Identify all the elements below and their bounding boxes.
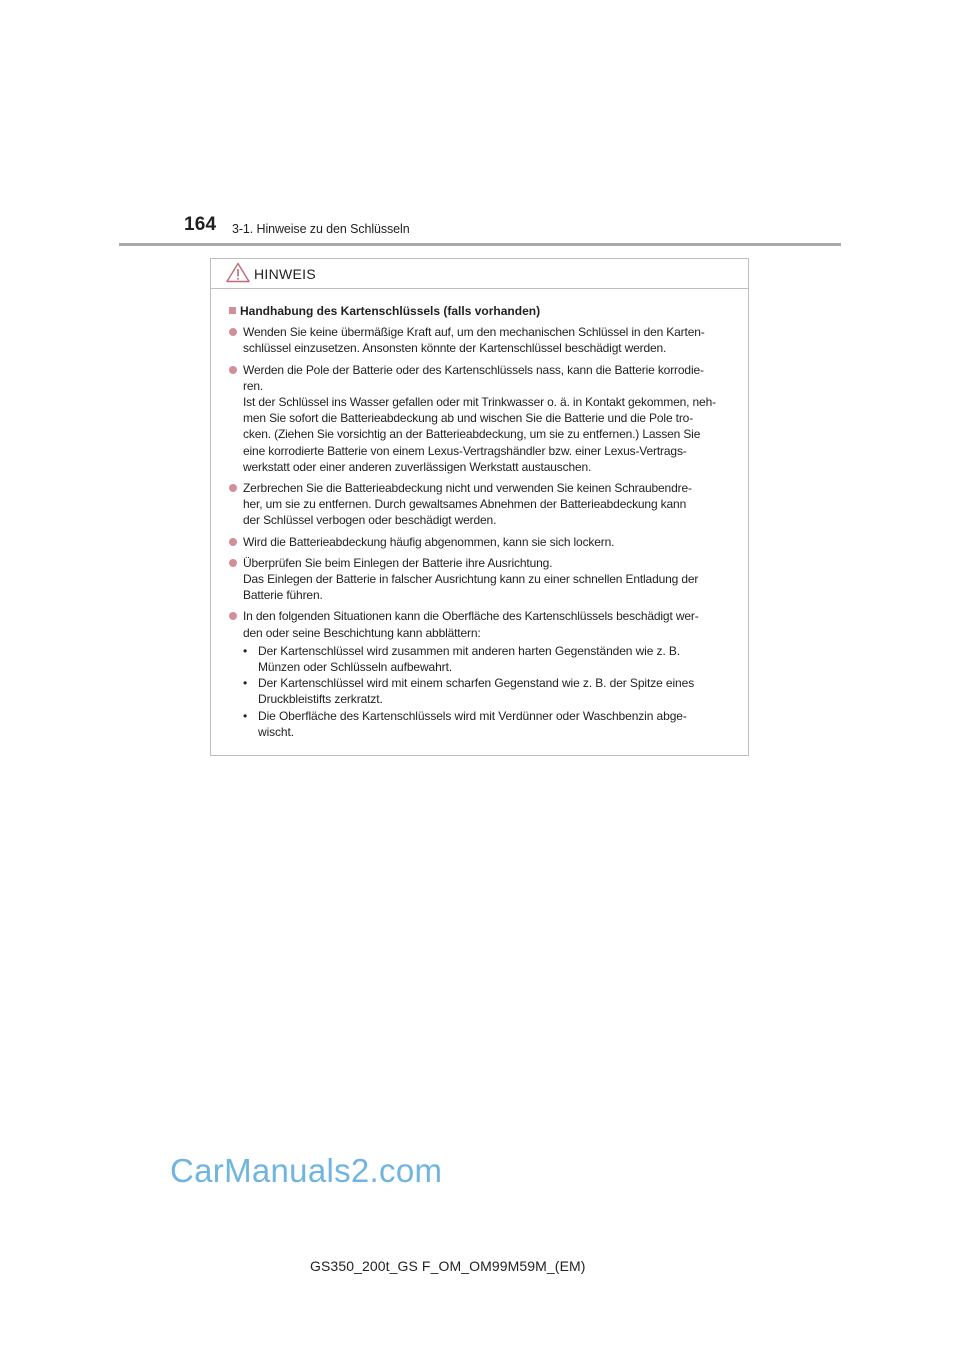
sub-item-line: Der Kartenschlüssel wird zusammen mit anderen harten Gegenständen wie z. B.: [258, 643, 681, 658]
square-bullet-icon: [229, 307, 236, 314]
sub-list-item: [243, 708, 745, 740]
sub-item-mark: •: [243, 676, 248, 691]
bullet-line: der Schlüssel verbogen oder beschädigt werden.: [243, 513, 497, 528]
subheading-text: Handhabung des Kartenschlüssels (falls vorhanden): [240, 304, 541, 318]
header-rule: [119, 243, 841, 246]
notice-header: [211, 259, 748, 289]
sub-list-item: [243, 643, 745, 675]
footer-document-code: GS350_200t_GS F_OM_OM99M59M_(EM): [310, 1258, 586, 1274]
circle-bullet-icon: [229, 612, 237, 620]
bullet-line: eine korrodierte Batterie von einem Lexus-Vertragshändler bzw. einer Lexus-Vertrags-: [243, 443, 687, 458]
bullet-line: werkstatt oder einer anderen zuverlässigen Werkstatt austauschen.: [243, 459, 592, 474]
bullet-line: den oder seine Beschichtung kann abblättern:: [243, 625, 481, 640]
bullet-line: Wird die Batterieabdeckung häufig abgenommen, kann sie sich lockern.: [243, 534, 615, 549]
bullet-item: [229, 608, 745, 740]
bullet-line: Das Einlegen der Batterie in falscher Ausrichtung kann zu einer schnellen Entladung der: [243, 572, 699, 587]
bullet-line: Batterie führen.: [243, 588, 323, 603]
bullet-line: men Sie sofort die Batterieabdeckung ab und wischen Sie die Batterie und die Pole tro-: [243, 411, 694, 426]
bullet-line: ren.: [243, 378, 264, 393]
section-title: 3-1. Hinweise zu den Schlüsseln: [232, 222, 410, 236]
sub-item-line: wischt.: [258, 724, 294, 739]
sub-item-line: Münzen oder Schlüsseln aufbewahrt.: [258, 660, 453, 675]
bullet-item: [229, 534, 745, 550]
notice-title: HINWEIS: [254, 266, 316, 282]
bullet-line: Ist der Schlüssel ins Wasser gefallen oder mit Trinkwasser o. ä. in Kontakt gekommen, neh-: [243, 395, 716, 410]
sub-item-line: Druckbleistifts zerkratzt.: [258, 692, 383, 707]
sub-list: [243, 643, 745, 740]
circle-bullet-icon: [229, 484, 237, 492]
sub-item-line: Der Kartenschlüssel wird mit einem scharfen Gegenstand wie z. B. der Spitze eines: [258, 676, 695, 691]
sub-item-mark: •: [243, 643, 248, 658]
notice-subheading: [229, 303, 745, 319]
notice-box: [210, 258, 749, 756]
circle-bullet-icon: [229, 559, 237, 567]
bullet-line: schlüssel einzusetzen. Ansonsten könnte der Kartenschlüssel beschädigt werden.: [243, 341, 667, 356]
notice-body: [229, 303, 745, 745]
page-number: 164: [184, 214, 217, 235]
bullet-line: Überprüfen Sie beim Einlegen der Batterie ihre Ausrichtung.: [243, 555, 553, 570]
bullet-line: cken. (Ziehen Sie vorsichtig an der Batterieabdeckung, um sie zu entfernen.) Lassen Sie: [243, 427, 701, 442]
circle-bullet-icon: [229, 538, 237, 546]
bullet-item: [229, 555, 745, 604]
bullet-item: [229, 324, 745, 356]
bullet-line: her, um sie zu entfernen. Durch gewaltsames Abnehmen der Batterieabdeckung kann: [243, 497, 687, 512]
bullet-line: Zerbrechen Sie die Batterieabdeckung nicht und verwenden Sie keinen Schraubendre-: [243, 481, 692, 496]
circle-bullet-icon: [229, 328, 237, 336]
warning-triangle-icon: [226, 262, 250, 283]
bullet-item: [229, 362, 745, 475]
sub-list-item: [243, 675, 745, 707]
sub-item-line: Die Oberfläche des Kartenschlüssels wird mit Verdünner oder Waschbenzin abge-: [258, 708, 687, 723]
bullet-line: Werden die Pole der Batterie oder des Kartenschlüssels nass, kann die Batterie korrodie-: [243, 362, 704, 377]
bullet-line: In den folgenden Situationen kann die Oberfläche des Kartenschlüssels beschädigt wer-: [243, 609, 699, 624]
circle-bullet-icon: [229, 366, 237, 374]
watermark-text: CarManuals2.com: [170, 1152, 443, 1189]
bullet-line: Wenden Sie keine übermäßige Kraft auf, um den mechanischen Schlüssel in den Karten-: [243, 325, 705, 340]
bullet-item: [229, 480, 745, 529]
sub-item-mark: •: [243, 708, 248, 723]
